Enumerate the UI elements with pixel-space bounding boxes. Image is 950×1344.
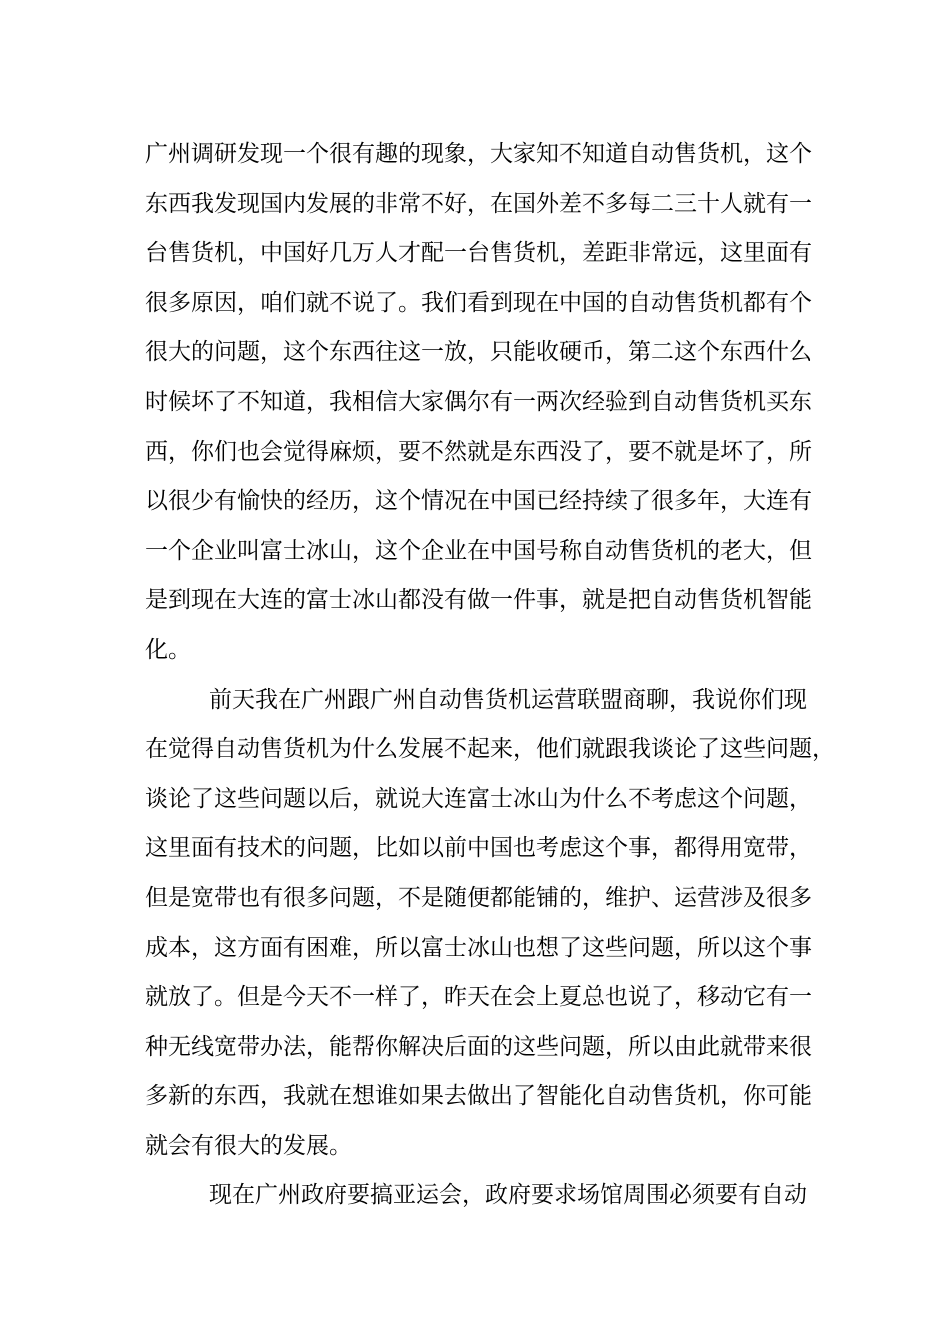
- paragraph: [145, 1171, 835, 1221]
- text-line: 台售货机，中国好几万人才配一台售货机，差距非常远，这里面有: [145, 240, 812, 267]
- text-line: 化。: [145, 636, 191, 663]
- text-line: 种无线宽带办法，能帮你解决后面的这些问题，所以由此就带来很: [145, 1033, 812, 1060]
- text-line: 很大的问题，这个东西往这一放，只能收硬币，第二这个东西什么: [145, 339, 812, 366]
- paragraph: [145, 676, 835, 1172]
- text-line: 很多原因，咱们就不说了。我们看到现在中国的自动售货机都有个: [145, 289, 812, 316]
- text-line: 西，你们也会觉得麻烦，要不然就是东西没了，要不就是坏了，所: [145, 438, 812, 465]
- text-line: 以很少有愉快的经历，这个情况在中国已经持续了很多年，大连有: [145, 488, 812, 515]
- text-line: 东西我发现国内发展的非常不好，在国外差不多每二三十人就有一: [145, 190, 812, 217]
- text-line: 一个企业叫富士冰山，这个企业在中国号称自动售货机的老大，但: [145, 537, 812, 564]
- text-line: 成本，这方面有困难，所以富士冰山也想了这些问题，所以这个事: [145, 934, 812, 961]
- paragraph: [145, 130, 835, 676]
- text-line: 谈论了这些问题以后，就说大连富士冰山为什么不考虑这个问题，: [145, 785, 812, 812]
- text-line: 在觉得自动售货机为什么发展不起来，他们就跟我谈论了这些问题，: [145, 736, 835, 763]
- text-line: 就放了。但是今天不一样了，昨天在会上夏总也说了，移动它有一: [145, 984, 812, 1011]
- text-line: 这里面有技术的问题，比如以前中国也考虑这个事，都得用宽带，: [145, 835, 812, 862]
- text-line: 是到现在大连的富士冰山都没有做一件事，就是把自动售货机智能: [145, 587, 812, 614]
- text-line: 广州调研发现一个很有趣的现象，大家知不知道自动售货机，这个: [145, 141, 812, 167]
- text-line: 就会有很大的发展。: [145, 1132, 352, 1159]
- text-line: 时候坏了不知道，我相信大家偶尔有一两次经验到自动售货机买东: [145, 388, 812, 415]
- text-line: 但是宽带也有很多问题，不是随便都能铺的，维护、运营涉及很多: [145, 884, 812, 911]
- text-line: 多新的东西，我就在想谁如果去做出了智能化自动售货机，你可能: [145, 1083, 812, 1110]
- text-line: 前天我在广州跟广州自动售货机运营联盟商聊，我说你们现: [209, 686, 807, 713]
- body-text: [145, 130, 835, 1221]
- text-line: 现在广州政府要搞亚运会，政府要求场馆周围必须要有自动: [209, 1182, 807, 1209]
